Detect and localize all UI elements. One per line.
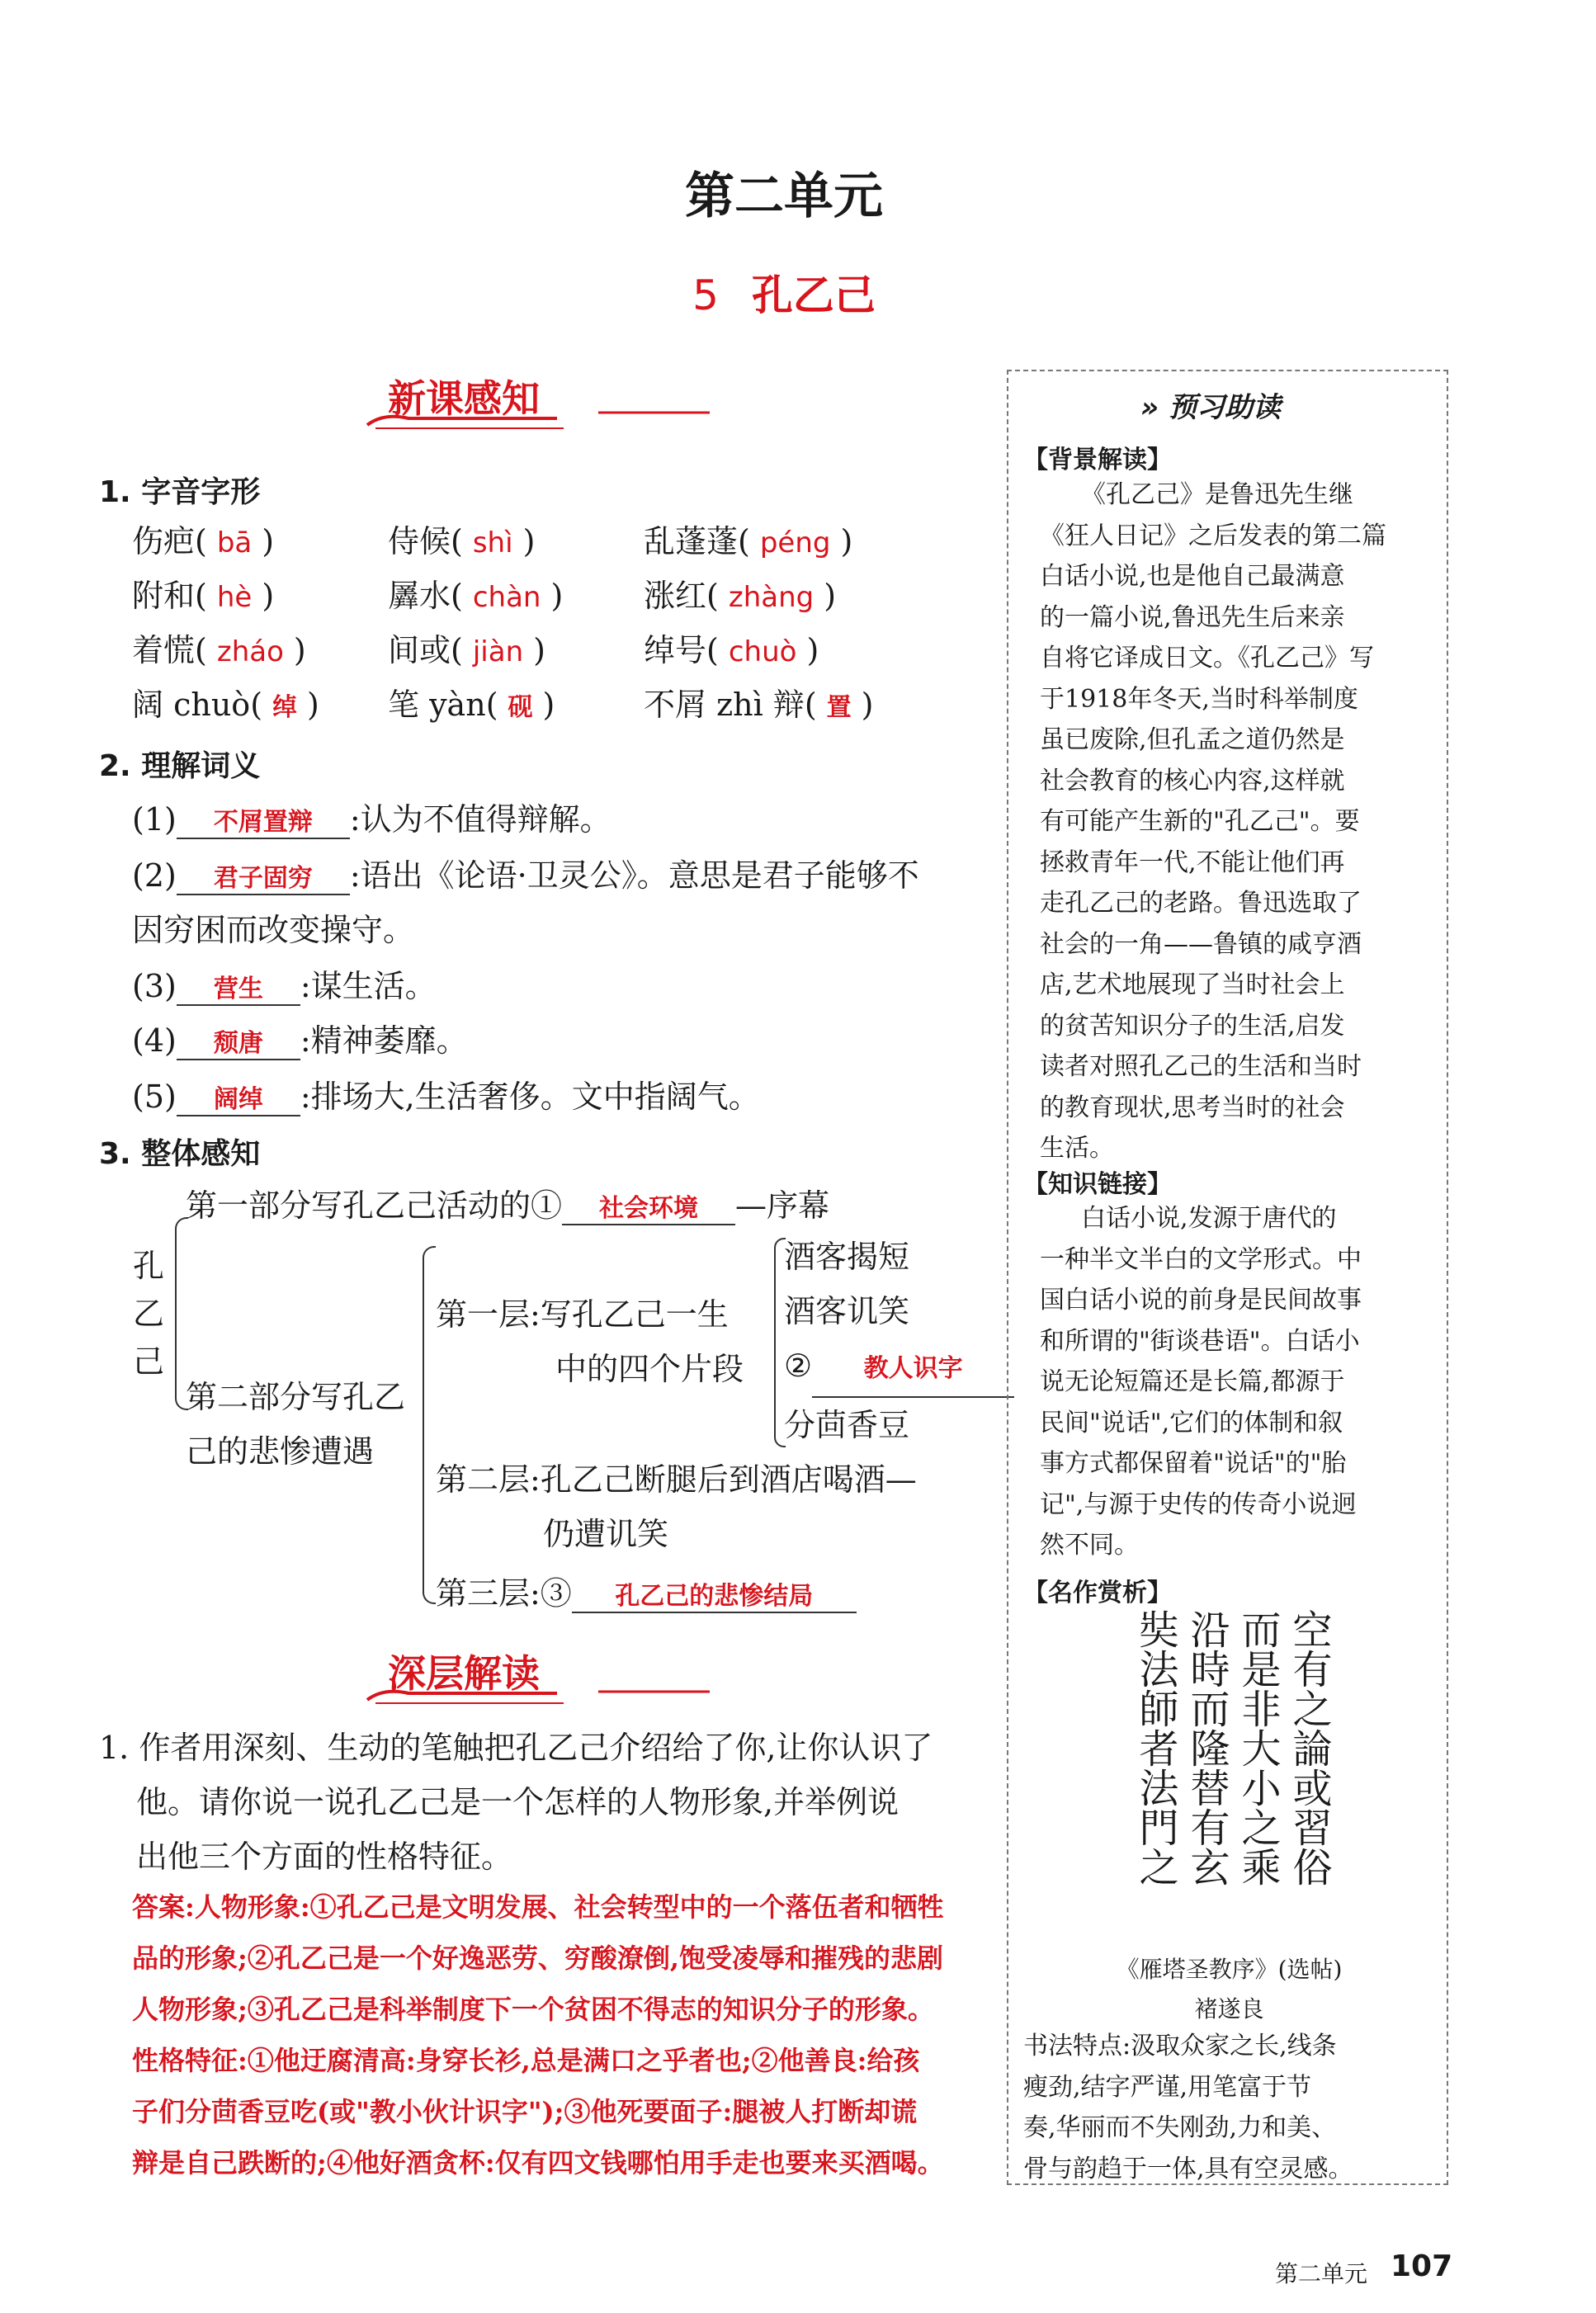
paren-open: ( (195, 632, 207, 668)
calligraphy-caption: 《雁塔圣教序》(选帖) (1116, 1956, 1343, 1983)
answer-line: 人物形象;③孔乙己是科举制度下一个贫困不得志的知识分子的形象。 (132, 1994, 934, 2025)
word: 间或 (388, 632, 451, 668)
text-line: 瘦劲,结字严谨,用笔富于节 (1023, 2072, 1312, 2102)
text-line: 事方式都保留着"说话"的"胎 (1040, 1449, 1347, 1478)
answer-blank (177, 1022, 300, 1060)
answer: bā (216, 526, 253, 559)
answer-line: 答案:人物形象:①孔乙己是文明发展、社会转型中的一个落伍者和牺牲 (132, 1891, 944, 1923)
text-line: 记",与源于史传的传奇小说迥 (1040, 1489, 1357, 1519)
layer2-line: 第二层:孔乙己断腿后到酒店喝酒— (436, 1461, 917, 1498)
answer-blank (177, 1079, 300, 1116)
paren-open: ( (195, 578, 207, 614)
answer: hè (216, 581, 253, 614)
word: 涨红 (644, 578, 707, 614)
text-line: 一种半文半白的文学形式。中 (1040, 1244, 1362, 1274)
sidebar-title (1140, 385, 1281, 425)
section-title: 深层解读 (388, 1651, 540, 1696)
paren-close: ) (262, 523, 275, 559)
answer-line: 辩是自己跌断的;④他好酒贪杯:仅有四文钱哪怕用手走也要来买酒喝。 (132, 2147, 944, 2178)
text-line: 店,艺术地展现了当时社会上 (1040, 970, 1345, 999)
brace-part2 (423, 1246, 436, 1604)
calligraphy-column: 而是非大小之乘 (1235, 1609, 1281, 1886)
text-line: 生活。 (1040, 1134, 1114, 1163)
answer: chuò (728, 635, 797, 668)
structure-part2 (186, 1370, 405, 1479)
paren-close: ) (840, 523, 853, 559)
answer-blank (572, 1575, 857, 1613)
handwritten-answer: 营生 (213, 975, 263, 1003)
text-line: 的一篇小说,鲁迅先生后来亲 (1040, 602, 1345, 632)
text-line: 白话小说,发源于唐代的 (1081, 1204, 1337, 1233)
pinyin-item (644, 625, 819, 670)
q2-item-5 (132, 1071, 760, 1116)
preview-sidebar (1007, 370, 1448, 2185)
item-text: :排场大,生活奢侈。文中指阔气。 (300, 1079, 760, 1115)
sidebar-title-text: 预习助读 (1168, 391, 1281, 424)
text-line: 的教育现状,思考当时的社会 (1040, 1093, 1345, 1122)
answer-blank (177, 968, 300, 1006)
text-line: 书法特点:汲取众家之长,线条 (1023, 2032, 1337, 2060)
paren-open: ( (451, 578, 463, 614)
footer-unit: 第二单元 (1275, 2260, 1368, 2287)
deep-answer (132, 1881, 974, 2188)
calligraphy-author: 褚遂良 (1194, 1995, 1264, 2023)
paren-close: ) (550, 578, 564, 614)
pinyin-item (388, 570, 563, 616)
fragment-item: 酒客揭短 (784, 1239, 910, 1275)
answer: péng (759, 526, 831, 559)
pinyin-item (132, 570, 274, 616)
text-line: 虽已废除,但孔孟之道仍然是 (1040, 725, 1345, 754)
item-number: (4) (132, 1022, 177, 1059)
handwritten-answer: 阔绰 (213, 1085, 263, 1114)
text-line: 社会教育的核心内容,这样就 (1040, 766, 1345, 795)
pinyin-item (644, 516, 852, 561)
word: 笔 yàn (388, 687, 486, 723)
q2-item-2-continued: 因穷困而改变操守。 (132, 912, 415, 948)
structure-layer3 (436, 1568, 857, 1613)
part2-line: 第二部分写孔乙 (186, 1379, 406, 1415)
section-header-new-lesson (351, 367, 714, 433)
item-number: ② (784, 1348, 813, 1384)
item-text: :精神萎靡。 (300, 1022, 468, 1059)
answer: zhàng (728, 581, 815, 614)
paren-close: ) (307, 687, 319, 723)
handwritten-answer: 社会环境 (599, 1194, 699, 1223)
fragment-item: 分茴香豆 (784, 1407, 910, 1443)
lesson-title (0, 262, 1568, 322)
answer: 砚 (508, 693, 533, 722)
section-header-deep-reading (351, 1642, 714, 1708)
calligraphy-column: 沿時而隆替有玄 (1183, 1609, 1230, 1886)
root-char: 孔 (132, 1248, 164, 1284)
structure-part1 (186, 1180, 829, 1225)
item-text: :谋生活。 (300, 968, 437, 1004)
word: 不屑 zhì 辩 (644, 687, 805, 723)
part1-suffix: —序幕 (735, 1187, 830, 1224)
item-text: :语出《论语·卫灵公》。意思是君子能够不 (349, 857, 919, 894)
word: 羼水 (388, 578, 451, 614)
question-line: 1. 作者用深刻、生动的笔触把孔乙己介绍给了你,让你认识了 (99, 1730, 933, 1766)
text-line: 读者对照孔乙己的生活和当时 (1040, 1052, 1362, 1081)
answer: 绰 (272, 693, 298, 722)
layer1-line: 中的四个片段 (555, 1351, 744, 1387)
answer-blank (177, 801, 350, 839)
background-text (1040, 474, 1424, 1169)
text-line: 骨与韵趋于一体,具有空灵感。 (1023, 2154, 1353, 2183)
item-number: (1) (132, 801, 177, 838)
paren-open: ( (804, 687, 817, 723)
paren-close: ) (533, 632, 545, 668)
q3-title: 3. 整体感知 (99, 1137, 261, 1171)
item-number: (2) (132, 857, 177, 894)
text-line: 走孔乙己的老路。鲁迅选取了 (1040, 889, 1362, 918)
text-line: 的贫苦知识分子的生活,启发 (1040, 1011, 1345, 1041)
answer-line: 性格特征:①他迂腐清高:身穿长衫,总是满口之乎者也;②他善良:给孩 (132, 2045, 920, 2076)
structure-layer2 (436, 1452, 917, 1561)
pinyin-item (132, 625, 306, 670)
handwritten-answer: 君子固穷 (213, 864, 313, 893)
handwritten-answer: 孔乙己的悲惨结局 (615, 1582, 814, 1611)
pinyin-item (132, 679, 319, 725)
paren-close: ) (262, 578, 275, 614)
double-chevron-icon: » (1140, 391, 1159, 424)
masterpiece-text (1023, 2026, 1428, 2189)
calligraphy-column: 奘法師者法門之 (1132, 1609, 1178, 1886)
answer-line: 子们分茴香豆吃(或"教小伙计识字");③他死要面子:腿被人打断却谎 (132, 2096, 918, 2127)
pinyin-item (644, 570, 836, 616)
word: 阔 chuò (132, 687, 251, 723)
text-line: 白话小说,也是他自己最满意 (1040, 562, 1345, 591)
pinyin-item (132, 516, 274, 561)
text-line: 《狂人日记》之后发表的第二篇 (1040, 521, 1386, 550)
masterpiece-heading: 【名作赏析】 (1023, 1579, 1172, 1607)
calligraphy-sample (1132, 1609, 1332, 1886)
paren-close: ) (522, 523, 536, 559)
q2-item-1 (132, 794, 611, 839)
pinyin-item (388, 516, 535, 561)
fragment-list (784, 1230, 1014, 1452)
text-line: 拯救青年一代,不能让他们再 (1040, 847, 1345, 877)
text-line: 于1918年冬天,当时科举制度 (1040, 684, 1358, 714)
answer: 置 (826, 693, 852, 722)
word: 乱蓬蓬 (644, 523, 739, 559)
paren-open: ( (451, 632, 463, 668)
lesson-number: 5 (692, 271, 719, 319)
structure-root (132, 1242, 165, 1385)
unit-title: 第二单元 (685, 168, 883, 225)
paren-open: ( (195, 523, 207, 559)
answer-blank (812, 1338, 1014, 1398)
pinyin-item (388, 679, 555, 725)
paren-open: ( (706, 632, 719, 668)
pinyin-item (644, 679, 873, 725)
handwritten-answer: 教人识字 (863, 1354, 963, 1383)
answer: chàn (472, 581, 541, 614)
text-line: 《孔乙己》是鲁迅先生继 (1081, 480, 1353, 509)
word: 绰号 (644, 632, 707, 668)
q2-title: 2. 理解词义 (99, 749, 261, 783)
calligraphy-column: 空有之論或習俗 (1286, 1609, 1332, 1886)
paren-open: ( (706, 578, 719, 614)
paren-open: ( (451, 523, 463, 559)
answer-blank (562, 1187, 735, 1225)
root-char: 乙 (132, 1296, 164, 1332)
answer: shì (472, 526, 513, 559)
layer3-text: 第三层:③ (436, 1575, 572, 1612)
text-line: 和所谓的"街谈巷语"。白话小 (1040, 1326, 1360, 1356)
text-line: 社会的一角——鲁镇的咸亨酒 (1040, 929, 1362, 959)
text-line: 自将它译成日文。《孔乙己》写 (1040, 644, 1374, 673)
answer-blank (177, 857, 350, 895)
handwritten-answer: 不屑置辩 (213, 808, 313, 837)
knowledge-heading: 【知识链接】 (1023, 1170, 1172, 1199)
background-heading: 【背景解读】 (1023, 446, 1172, 474)
word: 着慌 (132, 632, 196, 668)
root-char: 己 (132, 1343, 164, 1380)
paren-close: ) (824, 578, 837, 614)
handwritten-answer: 颓唐 (213, 1029, 263, 1058)
lesson-name: 孔乙己 (751, 271, 876, 319)
section-title: 新课感知 (388, 376, 540, 421)
text-line: 有可能产生新的"孔乙己"。要 (1040, 807, 1360, 836)
paren-open: ( (738, 523, 750, 559)
text-line: 国白话小说的前身是民间故事 (1040, 1286, 1362, 1315)
q2-item-2 (132, 850, 919, 895)
paren-close: ) (293, 632, 306, 668)
paren-open: ( (250, 687, 263, 723)
answer-line: 品的形象;②孔乙己是一个好逸恶劳、穷酸潦倒,饱受凌辱和摧残的悲剧 (132, 1942, 943, 1974)
layer1-line: 第一层:写孔乙己一生 (436, 1296, 729, 1333)
part1-text: 第一部分写孔乙己活动的① (186, 1187, 563, 1224)
q2-item-4 (132, 1015, 468, 1060)
paren-close: ) (861, 687, 874, 723)
text-line: 民间"说话",它们的体制和叙 (1040, 1408, 1343, 1437)
item-text: :认为不值得辩解。 (349, 801, 611, 838)
item-number: (3) (132, 968, 177, 1004)
text-line: 奏,华丽而不失刚劲,力和美、 (1023, 2113, 1337, 2142)
paren-open: ( (485, 687, 498, 723)
word: 侍候 (388, 523, 451, 559)
structure-layer1 (436, 1287, 744, 1396)
fragment-item: 酒客讥笑 (784, 1293, 910, 1329)
answer: jiàn (472, 635, 524, 668)
question-line: 他。请你说一说孔乙己是一个怎样的人物形象,并举例说 (136, 1784, 900, 1820)
fragment-blank (784, 1338, 1014, 1398)
text-line: 然不同。 (1040, 1531, 1139, 1560)
knowledge-text (1040, 1198, 1424, 1566)
q2-item-3 (132, 961, 437, 1006)
word: 伤疤 (132, 523, 196, 559)
question-line: 出他三个方面的性格特征。 (136, 1839, 513, 1875)
answer: zháo (216, 635, 284, 668)
paren-close: ) (542, 687, 555, 723)
deep-question-1 (99, 1721, 933, 1884)
word: 附和 (132, 578, 196, 614)
item-number: (5) (132, 1079, 177, 1115)
pinyin-item (388, 625, 545, 670)
page-number: 107 (1391, 2249, 1453, 2283)
part2-line: 己的悲惨遭遇 (186, 1433, 375, 1470)
layer2-line: 仍遭讥笑 (543, 1516, 669, 1552)
paren-close: ) (806, 632, 819, 668)
text-line: 说无论短篇还是长篇,都源于 (1040, 1367, 1345, 1396)
q1-title: 1. 字音字形 (99, 475, 261, 509)
